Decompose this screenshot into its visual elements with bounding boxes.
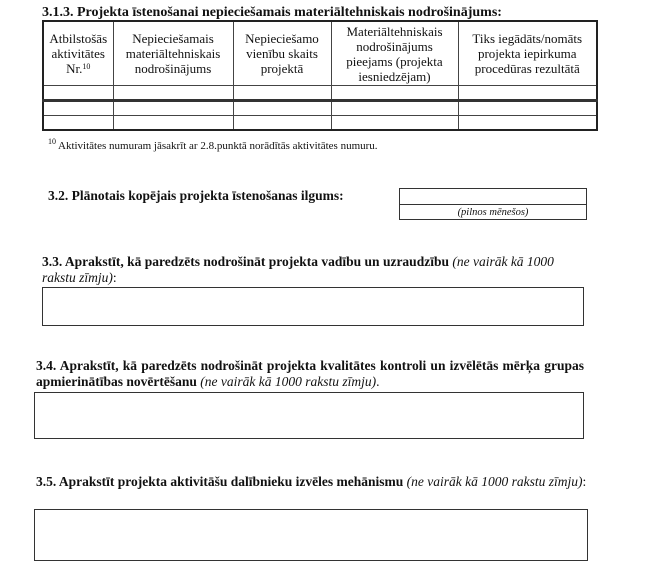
table-cell[interactable]	[43, 101, 113, 116]
table-cell[interactable]	[233, 101, 331, 116]
section-32-title: 3.2. Plānotais kopējais projekta īstenošanas ilgums:	[48, 188, 344, 203]
footnote-marker: 10	[48, 137, 56, 146]
section-33-title: 3.3. Aprakstīt, kā paredzēts nodrošināt projekta vadību un uzraudzību (ne vairāk kā 1000 rakstu zīmju):	[42, 254, 554, 285]
table-row	[43, 116, 597, 131]
column-header-procurement: Tiks iegādāts/nomāts projekta iepirkuma procedūras rezultātā	[458, 21, 597, 86]
management-description-field[interactable]	[42, 287, 584, 326]
table-cell[interactable]	[233, 116, 331, 131]
duration-input[interactable]	[400, 189, 586, 205]
section-313-title: 3.1.3. Projekta īstenošanai nepieciešamais materiāltehniskais nodrošinājums:	[42, 5, 502, 20]
quality-control-description-field[interactable]	[34, 392, 584, 439]
table-row	[43, 101, 597, 116]
duration-unit-caption: (pilnos mēnešos)	[457, 207, 529, 218]
column-header-unit-count: Nepieciešamo vienību skaits projektā	[233, 21, 331, 86]
section-34-title: 3.4. Aprakstīt, kā paredzēts nodrošināt projekta kvalitātes kontroli un izvēlētās mērķa grupas apmierinātības novērtēšanu (ne vairāk kā 1000 rakstu zīmju).	[36, 358, 584, 389]
footnote-text: Aktivitātes numuram jāsakrīt ar 2.8.punktā norādītās aktivitātes numuru.	[58, 140, 378, 152]
table-cell[interactable]	[458, 101, 597, 116]
footnote	[48, 137, 378, 152]
footnote-ref: 10	[82, 62, 91, 71]
table-cell[interactable]	[458, 86, 597, 101]
table-cell[interactable]	[331, 101, 458, 116]
column-header-activity-nr: Atbilstošās aktivitātes Nr.$^{10}$	[43, 21, 113, 86]
table-cell[interactable]	[458, 116, 597, 131]
participant-selection-description-field[interactable]	[34, 509, 588, 561]
column-header-required-provision: Nepieciešamais materiāltehniskais nodrošinājums	[113, 21, 233, 86]
table-cell[interactable]	[113, 101, 233, 116]
table-cell[interactable]	[331, 116, 458, 131]
table-cell[interactable]	[233, 86, 331, 101]
table-cell[interactable]	[331, 86, 458, 101]
table-row	[43, 86, 597, 101]
table-cell[interactable]	[43, 86, 113, 101]
section-35-title: 3.5. Aprakstīt projekta aktivitāšu dalībnieku izvēles mehānismu (ne vairāk kā 1000 rakstu zīmju):	[36, 474, 587, 489]
table-cell[interactable]	[113, 116, 233, 131]
duration-field	[399, 188, 587, 220]
material-provision-table	[42, 20, 598, 131]
table-cell[interactable]	[113, 86, 233, 101]
table-cell[interactable]	[43, 116, 113, 131]
table-header-row	[43, 21, 597, 86]
column-header-available-provision: Materiāltehniskais nodrošinājums pieejams (projekta iesniedzējam)	[331, 21, 458, 86]
